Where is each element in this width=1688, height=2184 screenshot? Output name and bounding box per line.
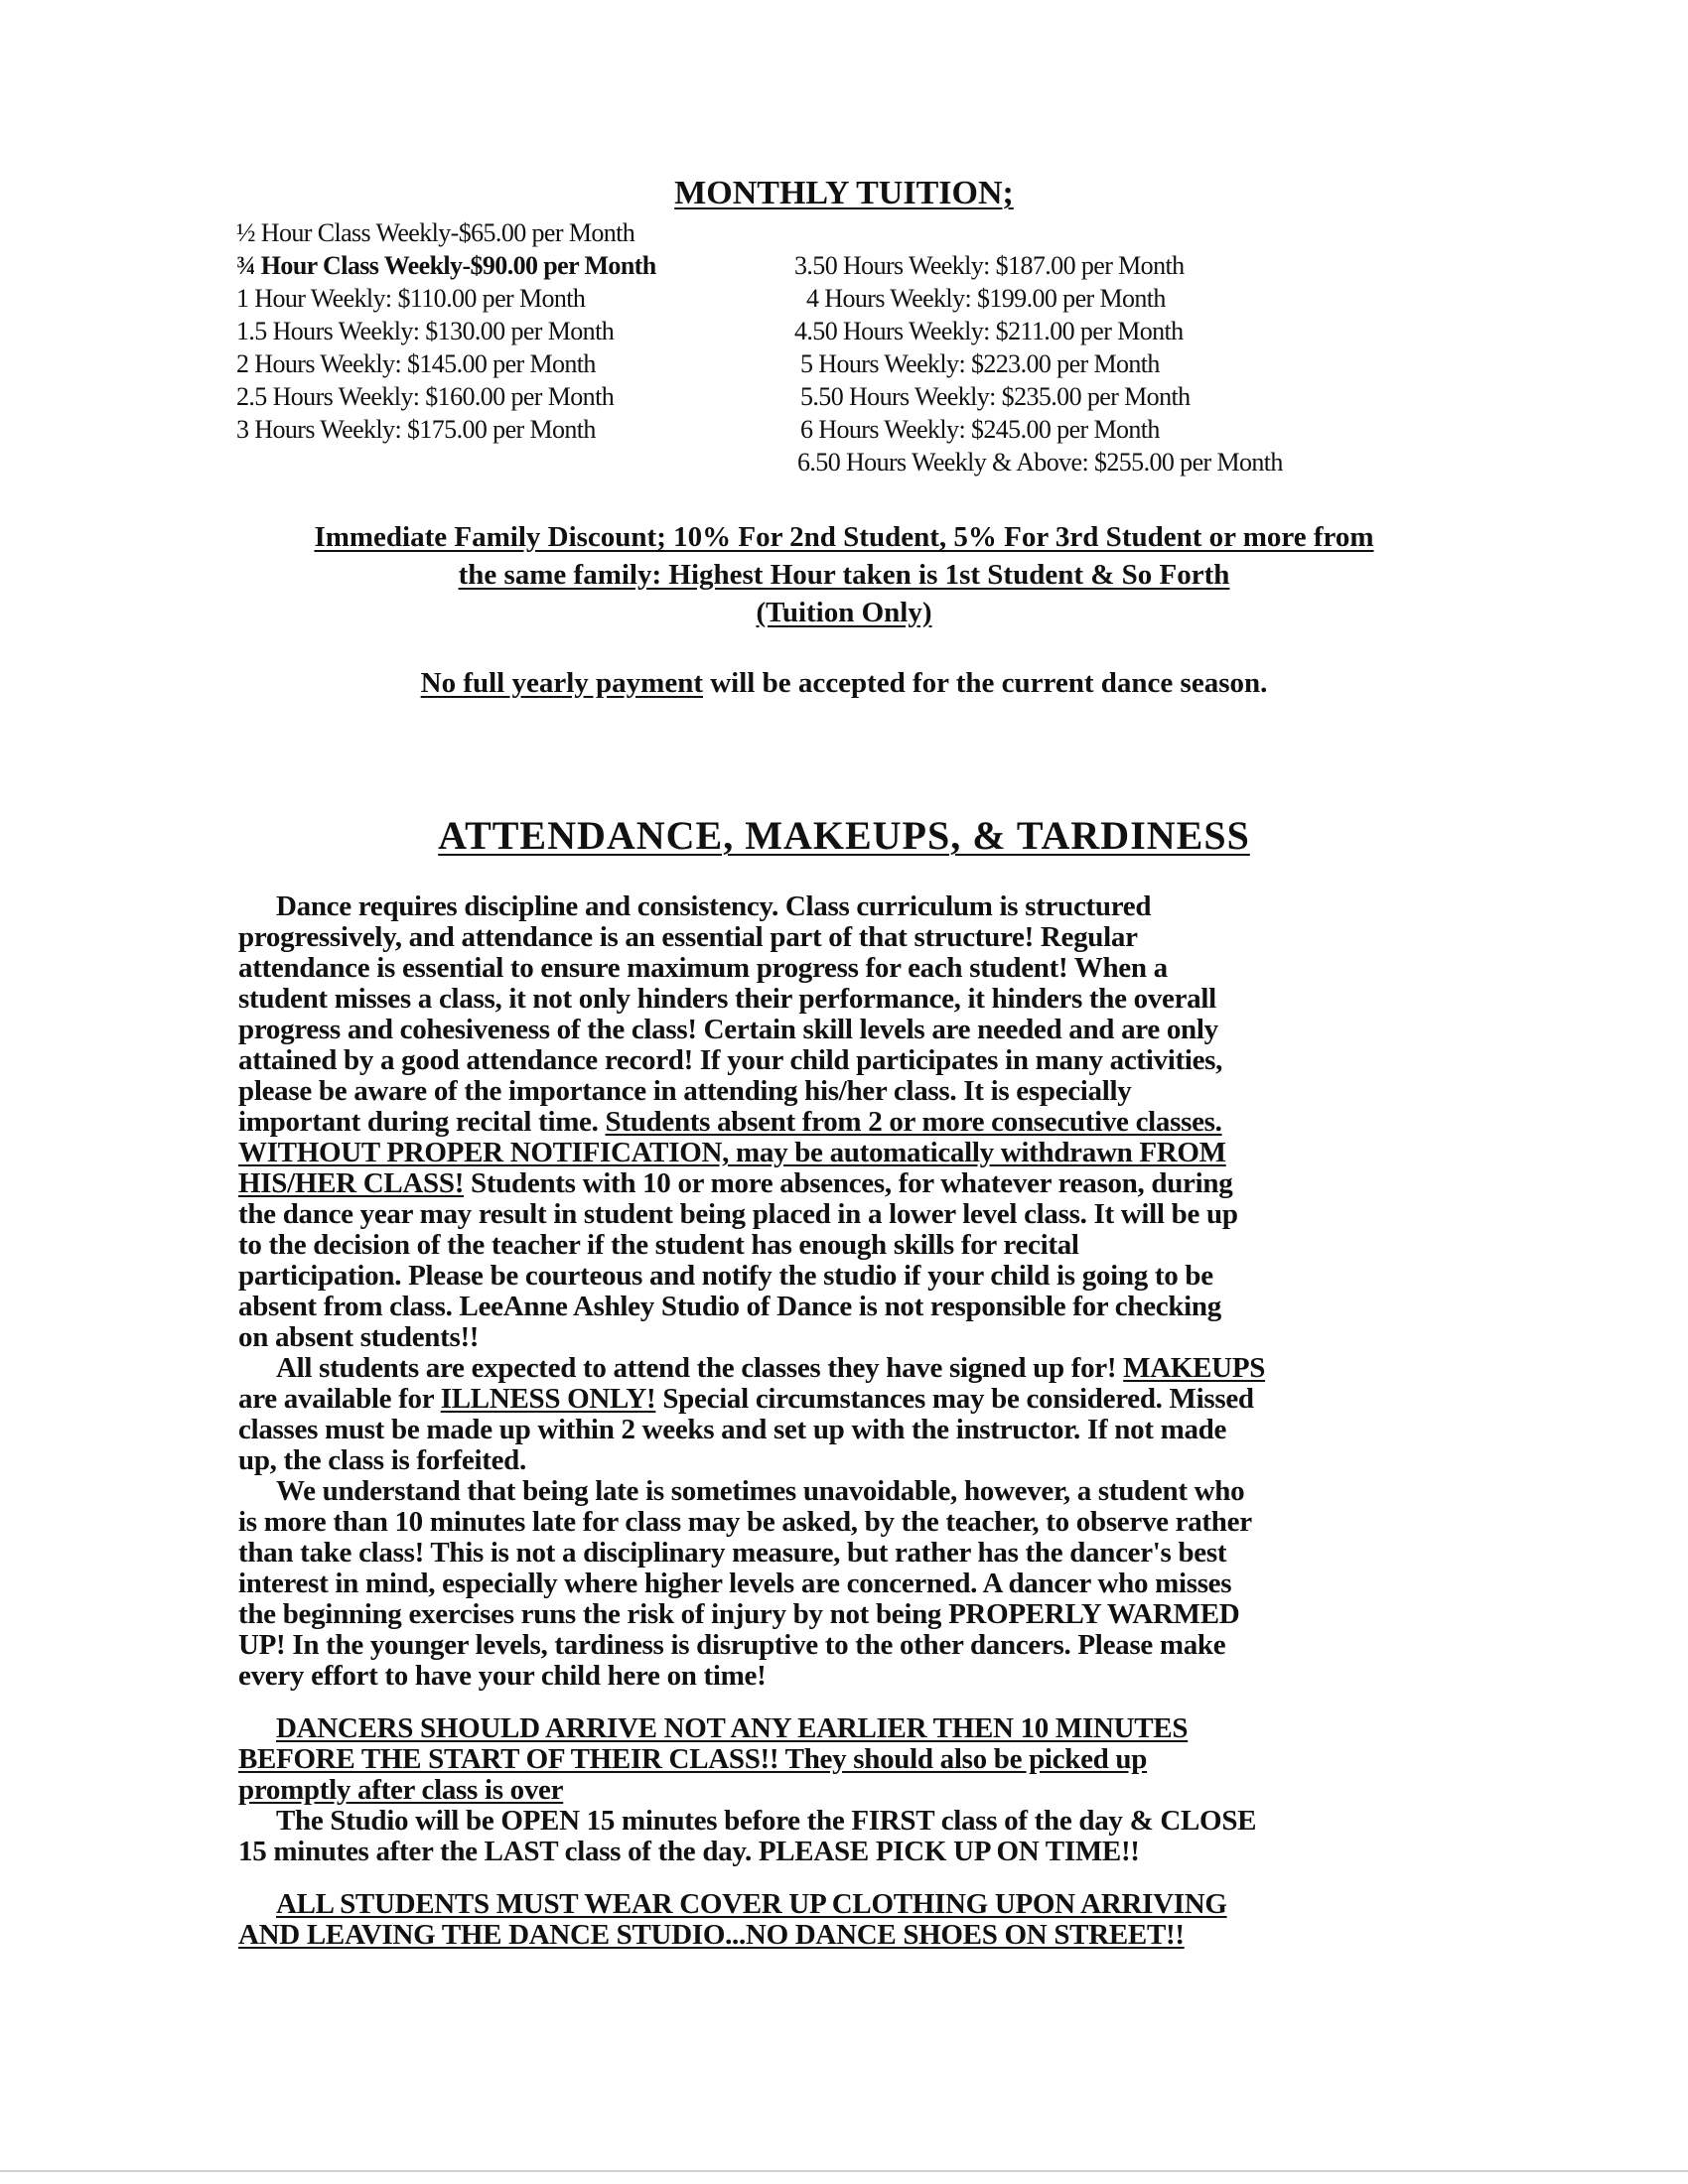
- tuition-rate: 6.50 Hours Weekly & Above: $255.00 per Month: [797, 448, 1283, 477]
- paragraph-line: attendance is essential to ensure maximum progress for each student! When a: [238, 952, 1168, 984]
- yearly-payment-text: will be accepted for the current dance season.: [702, 667, 1268, 699]
- paragraph-line: up, the class is forfeited.: [238, 1444, 526, 1476]
- studio-hours-line: The Studio will be OPEN 15 minutes before the FIRST class of the day & CLOSE: [276, 1805, 1257, 1837]
- paragraph-line: the beginning exercises runs the risk of injury by not being PROPERLY WARMED: [238, 1598, 1240, 1630]
- paragraph-line: absent from class. LeeAnne Ashley Studio of Dance is not responsible for checking: [238, 1291, 1221, 1322]
- tuition-rates-right-column: [794, 249, 1283, 478]
- coverup-notice-line: AND LEAVING THE DANCE STUDIO...NO DANCE SHOES ON STREET!!: [238, 1919, 1185, 1951]
- paragraph-line: We understand that being late is sometimes unavoidable, however, a student who: [276, 1475, 1245, 1507]
- arrival-notice-line: DANCERS SHOULD ARRIVE NOT ANY EARLIER THEN 10 MINUTES: [276, 1712, 1189, 1744]
- makeups-label: MAKEUPS: [1123, 1352, 1266, 1384]
- studio-hours-line: 15 minutes after the LAST class of the day. PLEASE PICK UP ON TIME!!: [238, 1836, 1140, 1867]
- monthly-tuition-heading: MONTHLY TUITION;: [674, 175, 1014, 211]
- coverup-notice-line: ALL STUDENTS MUST WEAR COVER UP CLOTHING UPON ARRIVING: [276, 1888, 1227, 1920]
- paragraph-line: on absent students!!: [238, 1321, 480, 1353]
- discount-line: (Tuition Only): [756, 597, 932, 628]
- tuition-rate: 5 Hours Weekly: $223.00 per Month: [800, 349, 1160, 378]
- paragraph-line: Dance requires discipline and consistency. Class curriculum is structured: [276, 890, 1152, 922]
- arrival-notice-line: BEFORE THE START OF THEIR CLASS!! They should also be picked up: [238, 1743, 1148, 1775]
- scan-edge-line: [0, 2170, 1688, 2172]
- paragraph-line: are available for ILLNESS ONLY! Special circumstances may be considered. Missed: [238, 1383, 1254, 1415]
- paragraph-line: progressively, and attendance is an essential part of that structure! Regular: [238, 921, 1138, 953]
- paragraph-line: please be aware of the importance in attending his/her class. It is especially: [238, 1075, 1132, 1107]
- absence-warning: WITHOUT PROPER NOTIFICATION, may be automatically withdrawn FROM: [238, 1137, 1226, 1168]
- yearly-payment-notice: [0, 667, 1688, 700]
- yearly-payment-emphasis: No full yearly payment: [420, 667, 703, 699]
- arrival-notice-line: promptly after class is over: [238, 1774, 564, 1806]
- paragraph-line: [238, 1138, 1450, 1168]
- tuition-rate: 3.50 Hours Weekly: $187.00 per Month: [794, 251, 1185, 280]
- paragraph-line: HIS/HER CLASS! Students with 10 or more absences, for whatever reason, during: [238, 1167, 1233, 1199]
- tuition-rate: 5.50 Hours Weekly: $235.00 per Month: [800, 382, 1191, 411]
- paragraph-line: is more than 10 minutes late for class may be asked, by the teacher, to observe rather: [238, 1506, 1252, 1538]
- tuition-rate: 4.50 Hours Weekly: $211.00 per Month: [794, 317, 1184, 345]
- tuition-rate: 2 Hours Weekly: $145.00 per Month: [236, 349, 596, 378]
- family-discount-notice: [199, 518, 1489, 631]
- tuition-rate: 3 Hours Weekly: $175.00 per Month: [236, 415, 596, 444]
- tuition-rate: 1 Hour Weekly: $110.00 per Month: [236, 284, 586, 313]
- tuition-rate: 2.5 Hours Weekly: $160.00 per Month: [236, 382, 615, 411]
- illness-only-label: ILLNESS ONLY!: [440, 1383, 656, 1415]
- paragraph-line: the dance year may result in student being placed in a lower level class. It will be up: [238, 1198, 1238, 1230]
- paragraph-line: interest in mind, especially where higher levels are concerned. A dancer who misses: [238, 1568, 1232, 1599]
- paragraph-line: than take class! This is not a disciplinary measure, but rather has the dancer's best: [238, 1537, 1227, 1569]
- tuition-rate: 4 Hours Weekly: $199.00 per Month: [806, 284, 1166, 313]
- absence-warning: Students absent from 2 or more consecutive classes.: [605, 1106, 1222, 1138]
- attendance-policy-body: [238, 891, 1450, 1951]
- paragraph-line: attained by a good attendance record! If your child participates in many activities,: [238, 1044, 1223, 1076]
- tuition-rate: 6 Hours Weekly: $245.00 per Month: [800, 415, 1160, 444]
- paragraph-line: important during recital time. Students absent from 2 or more consecutive classes.: [238, 1106, 1222, 1138]
- attendance-heading: ATTENDANCE, MAKEUPS, & TARDINESS: [438, 813, 1250, 858]
- discount-line: Immediate Family Discount; 10% For 2nd Student, 5% For 3rd Student or more from: [314, 521, 1374, 553]
- absence-warning: HIS/HER CLASS!: [238, 1167, 465, 1199]
- paragraph-line: every effort to have your child here on time!: [238, 1660, 767, 1692]
- discount-line: the same family: Highest Hour taken is 1st Student & So Forth: [458, 559, 1230, 591]
- paragraph-line: All students are expected to attend the classes they have signed up for! MAKEUPS: [276, 1352, 1266, 1384]
- tuition-rate: ½ Hour Class Weekly-$65.00 per Month: [236, 218, 635, 247]
- paragraph-line: progress and cohesiveness of the class! Certain skill levels are needed and are only: [238, 1014, 1218, 1045]
- paragraph-line: to the decision of the teacher if the student has enough skills for recital: [238, 1229, 1079, 1261]
- tuition-rates-left-column: [236, 216, 656, 446]
- paragraph-line: classes must be made up within 2 weeks and set up with the instructor. If not made: [238, 1414, 1227, 1445]
- paragraph-line: student misses a class, it not only hinders their performance, it hinders the overall: [238, 983, 1216, 1015]
- tuition-rate: 1.5 Hours Weekly: $130.00 per Month: [236, 317, 615, 345]
- paragraph-line: participation. Please be courteous and notify the studio if your child is going to be: [238, 1260, 1213, 1292]
- paragraph-line: UP! In the younger levels, tardiness is disruptive to the other dancers. Please make: [238, 1629, 1226, 1661]
- tuition-rate: ¾ Hour Class Weekly-$90.00 per Month: [236, 251, 656, 280]
